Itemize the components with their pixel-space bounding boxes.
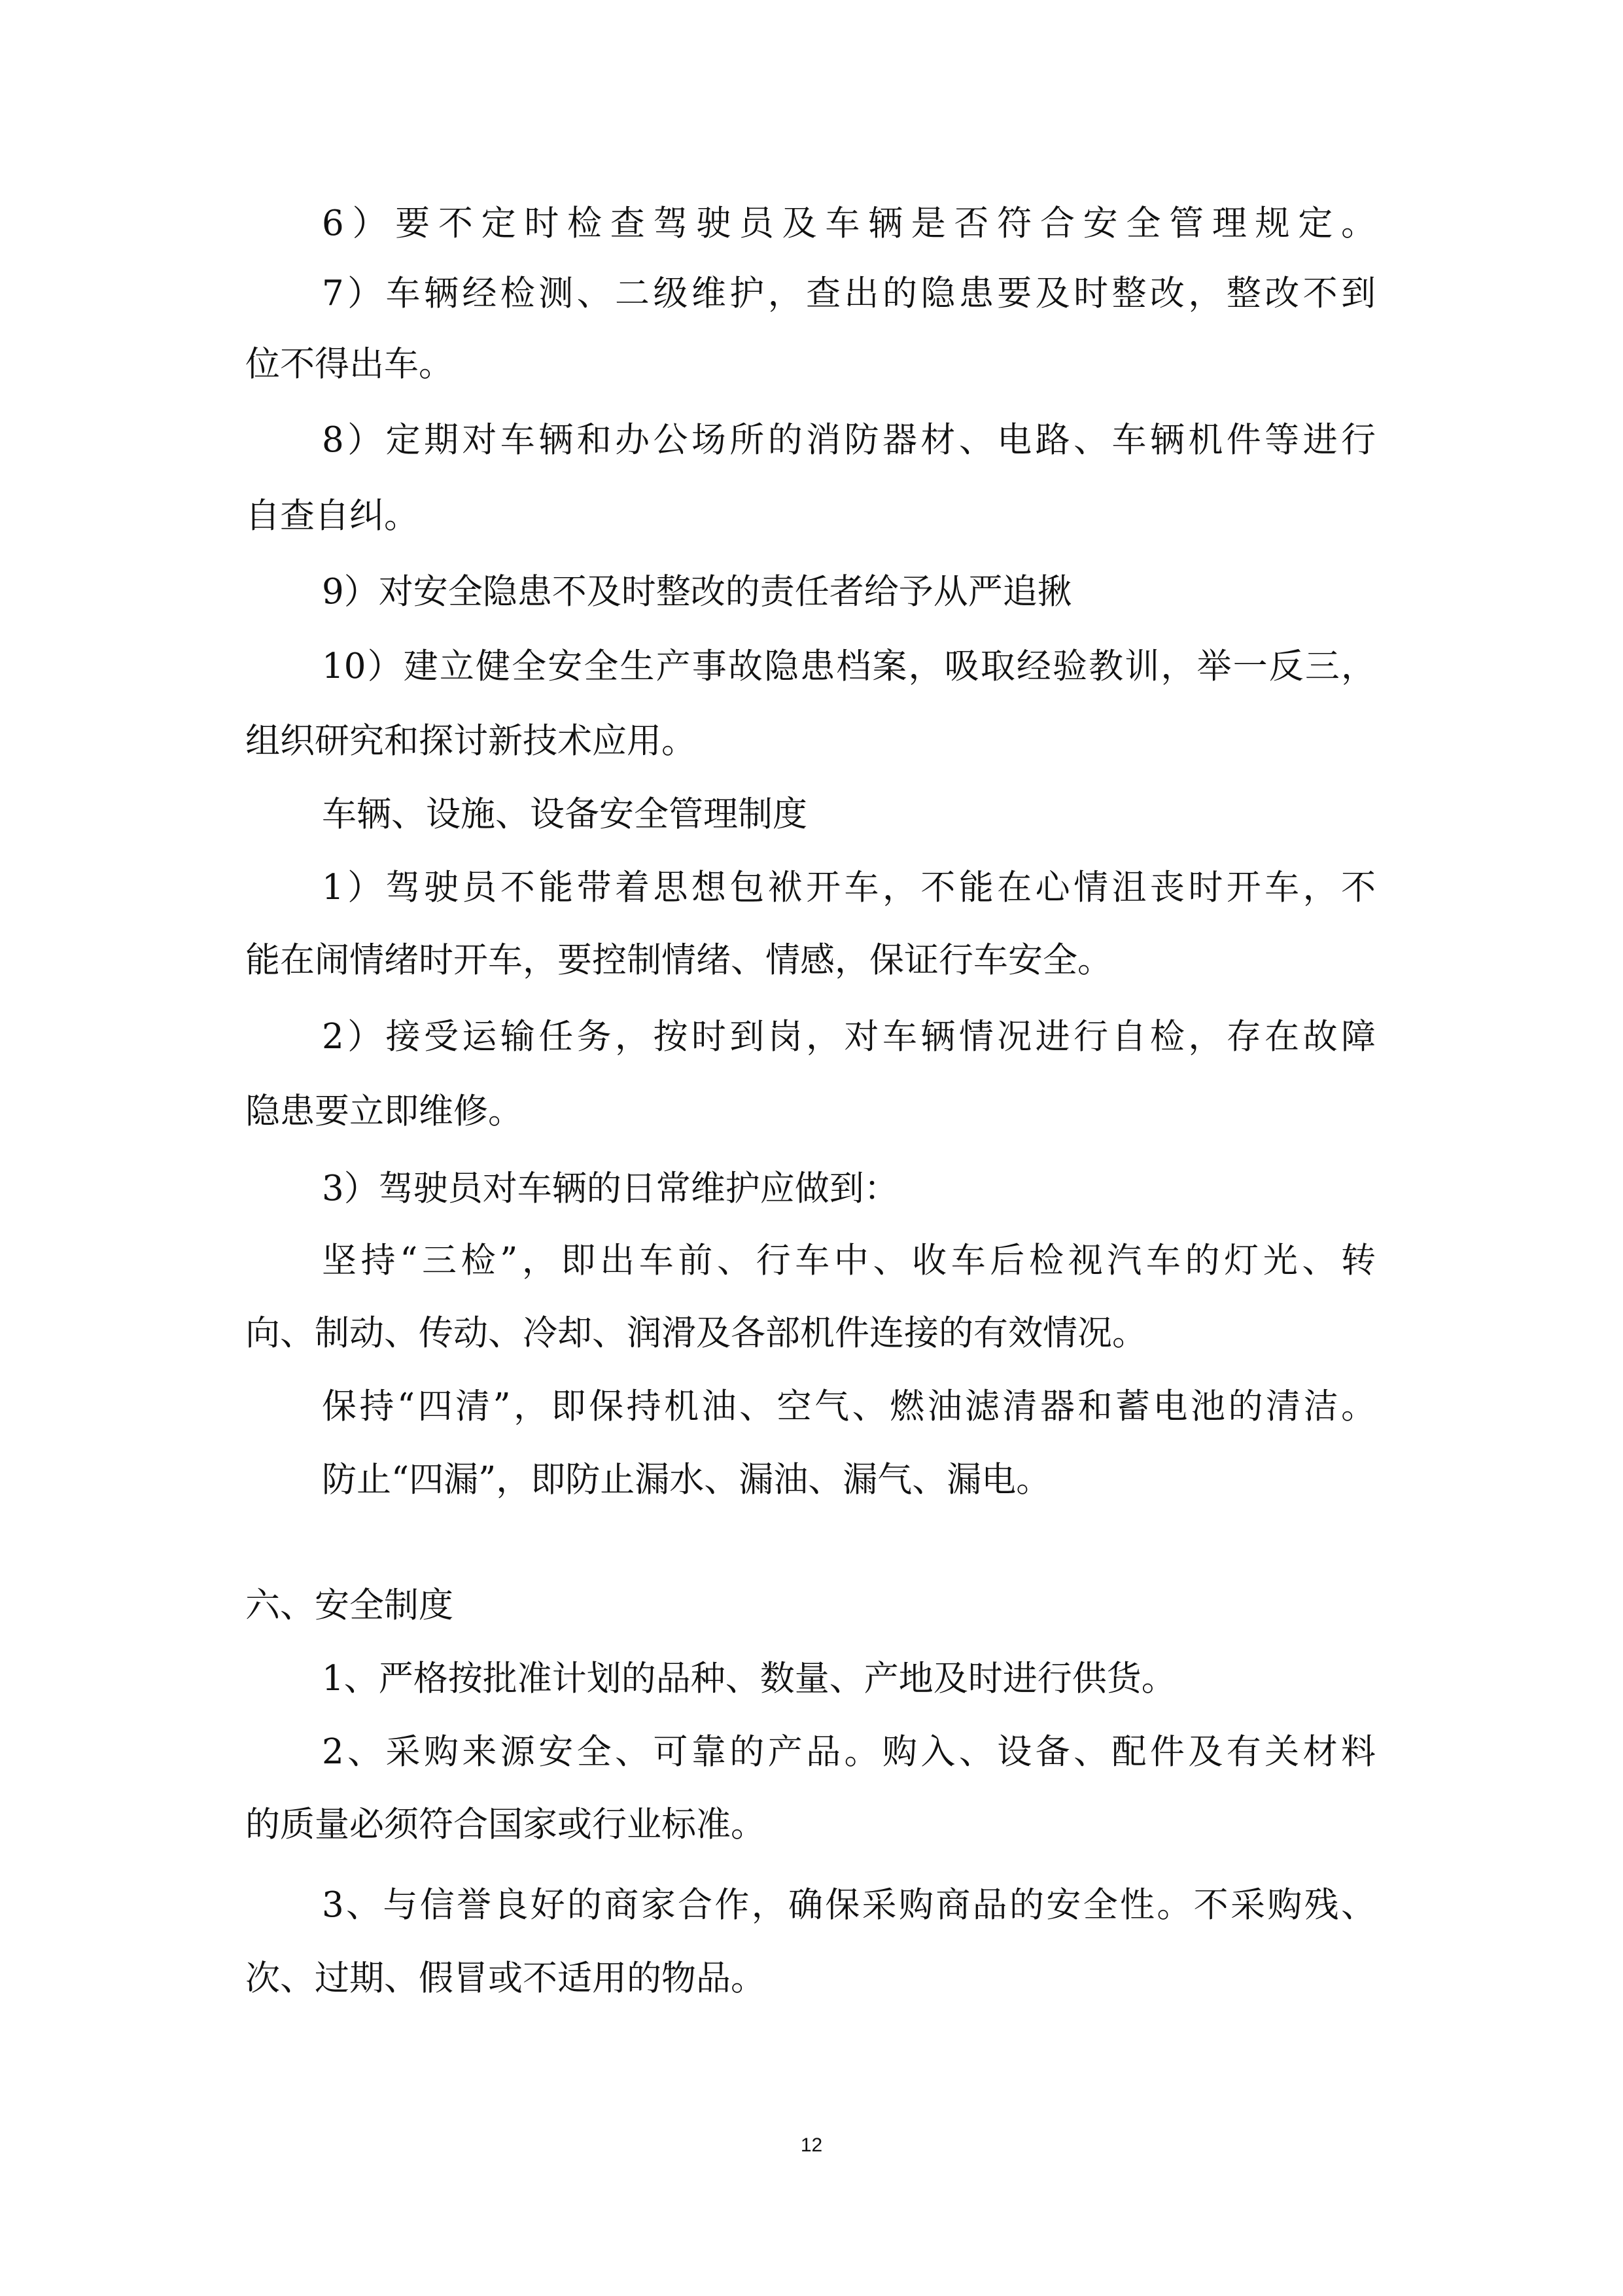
text-line: 1）驾驶员不能带着思想包袱开车，不能在心情沮丧时开车，不 xyxy=(322,868,1376,908)
text-line: 保持“四清”，即保持机油、空气、燃油滤清器和蓄电池的清洁。 xyxy=(322,1386,1376,1426)
text-line: 的质量必须符合国家或行业标准。 xyxy=(245,1805,765,1845)
text-line: 自查自纠。 xyxy=(245,496,419,536)
text-line: 向、制动、传动、冷却、润滑及各部机件连接的有效情况。 xyxy=(245,1313,1147,1353)
text-line: 8）定期对车辆和办公场所的消防器材、电路、车辆机件等进行 xyxy=(322,420,1376,460)
text-line: 防止“四漏”，即防止漏水、漏油、漏气、漏电。 xyxy=(322,1460,1051,1500)
section-heading: 六、安全制度 xyxy=(245,1585,453,1625)
text-line: 隐患要立即维修。 xyxy=(245,1091,523,1131)
text-line: 7）车辆经检测、二级维护，查出的隐患要及时整改，整改不到 xyxy=(322,274,1376,313)
text-line: 坚持“三检”，即出车前、行车中、收车后检视汽车的灯光、转 xyxy=(322,1241,1376,1280)
text-line: 位不得出车。 xyxy=(245,344,453,384)
text-line: 次、过期、假冒或不适用的物品。 xyxy=(245,1958,765,1998)
text-line: 9）对安全隐患不及时整改的责任者给予从严追揪 xyxy=(322,572,1072,612)
text-line: 2、采购来源安全、可靠的产品。购入、设备、配件及有关材料 xyxy=(322,1732,1376,1772)
text-line: 3、与信誉良好的商家合作，确保采购商品的安全性。不采购残、 xyxy=(322,1885,1376,1925)
section-heading: 车辆、设施、设备安全管理制度 xyxy=(322,794,807,834)
text-line: 3）驾驶员对车辆的日常维护应做到： xyxy=(322,1169,899,1209)
text-line: 能在闹情绪时开车，要控制情绪、情感，保证行车安全。 xyxy=(245,940,1112,980)
text-line: 10）建立健全安全生产事故隐患档案，吸取经验教训，举一反三， xyxy=(322,646,1376,686)
text-line: 2）接受运输任务，按时到岗，对车辆情况进行自检，存在故障 xyxy=(322,1017,1376,1057)
page-number: 12 xyxy=(800,2134,823,2156)
text-line: 1、严格按批准计划的品种、数量、产地及时进行供货。 xyxy=(322,1659,1176,1699)
text-line: 组织研究和探讨新技术应用。 xyxy=(245,721,696,761)
text-line: 6）要不定时检查驾驶员及车辆是否符合安全管理规定。 xyxy=(322,203,1376,243)
